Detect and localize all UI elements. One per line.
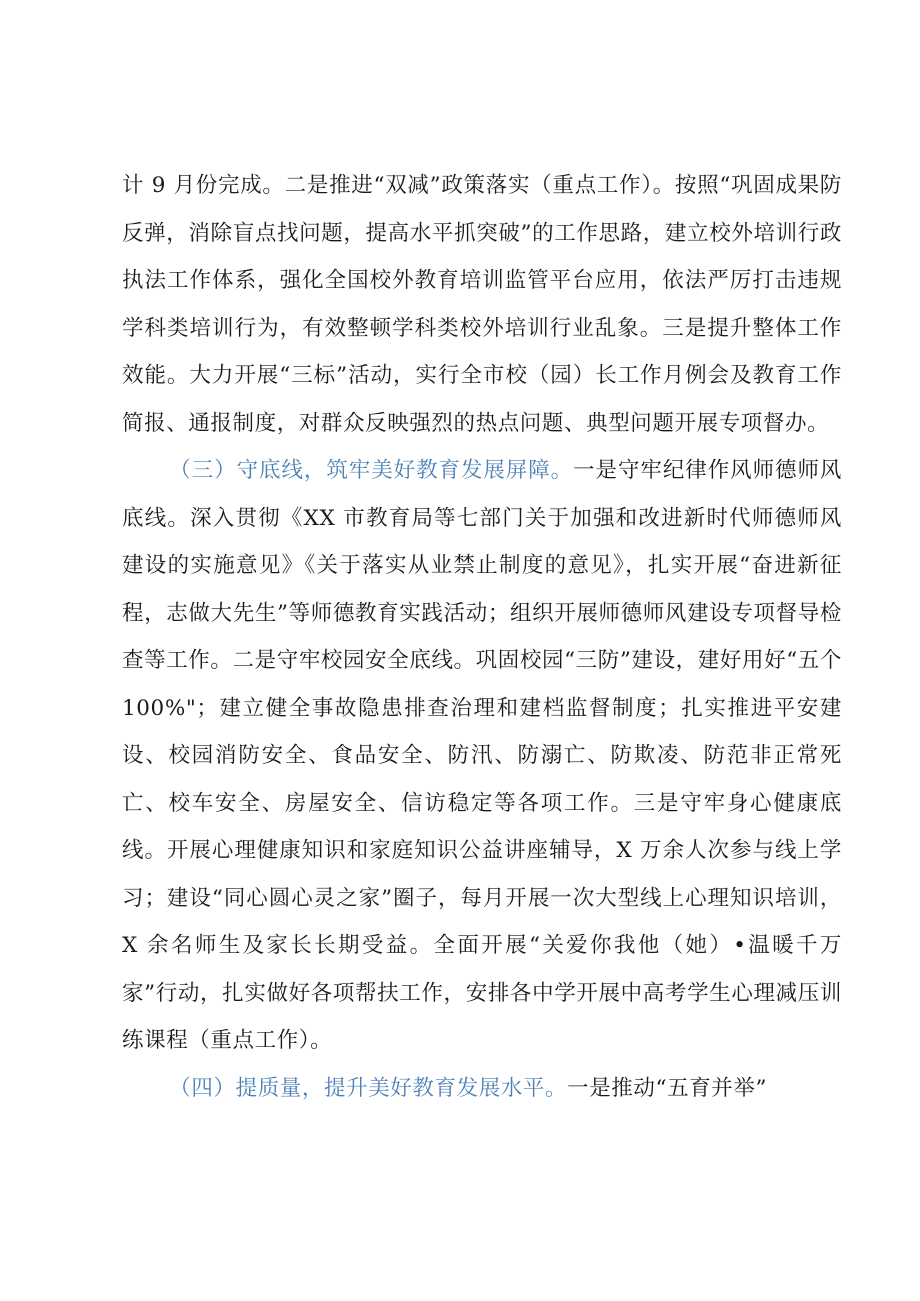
section-four-paragraph bbox=[122, 1065, 842, 1113]
document-body bbox=[122, 162, 842, 1112]
paragraph-continuation bbox=[122, 162, 842, 447]
section-four-text: 一是推动“五育并举” bbox=[567, 1075, 768, 1101]
section-four-heading: （四）提质量，提升美好教育发展水平。 bbox=[169, 1075, 568, 1101]
section-three-heading: （三）守底线，筑牢美好教育发展屏障。 bbox=[169, 458, 574, 483]
section-three-text: 一是守牢纪律作风师德师风底线。深入贯彻《XX 市教育局等七部门关于加强和改进新时代师德师风建设的实施意见》《关于落实从业禁止制度的意见》，扎实开展“奋进新征程，志做大先生”等师德教育实践活动；组织开展师德师风建设专项督导检查等工作。二是守牢校园安全底线。巩固校园“三防”建设，建好用好“五个 100%"；建立健全事故隐患排查治理和建档监督制度；扎实推进平安建设、校园消防安全、食品安全、防汛、防溺亡、防欺凌、防范非正常死亡、校车安全、房屋安全、信访稳定等各项工作。三是守牢身心健康底线。开展心理健康知识和家庭知识公益讲座辅导，X 万余人次参与线上学习；建设“同心圆心灵之家”圈子，每月开展一次大型线上心理知识培训，X 余名师生及家长长期受益。全面开展“关爱你我他（她）•温暖千万家”行动，扎实做好各项帮扶工作，安排各中学开展中高考学生心理减压训练课程（重点工作）。 bbox=[122, 458, 843, 1053]
section-three-paragraph bbox=[122, 447, 842, 1065]
paragraph-text: 计 9 月份完成。二是推进“双减”政策落实（重点工作）。按照“巩固成果防反弹，消除盲点找问题，提高水平抓突破”的工作思路，建立校外培训行政执法工作体系，强化全国校外教育培训监管平台应用，依法严厉打击违规学科类培训行为，有效整顿学科类校外培训行业乱象。三是提升整体工作效能。大力开展“三标”活动，实行全市校（园）长工作月例会及教育工作简报、通报制度，对群众反映强烈的热点问题、典型问题开展专项督办。 bbox=[122, 173, 842, 436]
